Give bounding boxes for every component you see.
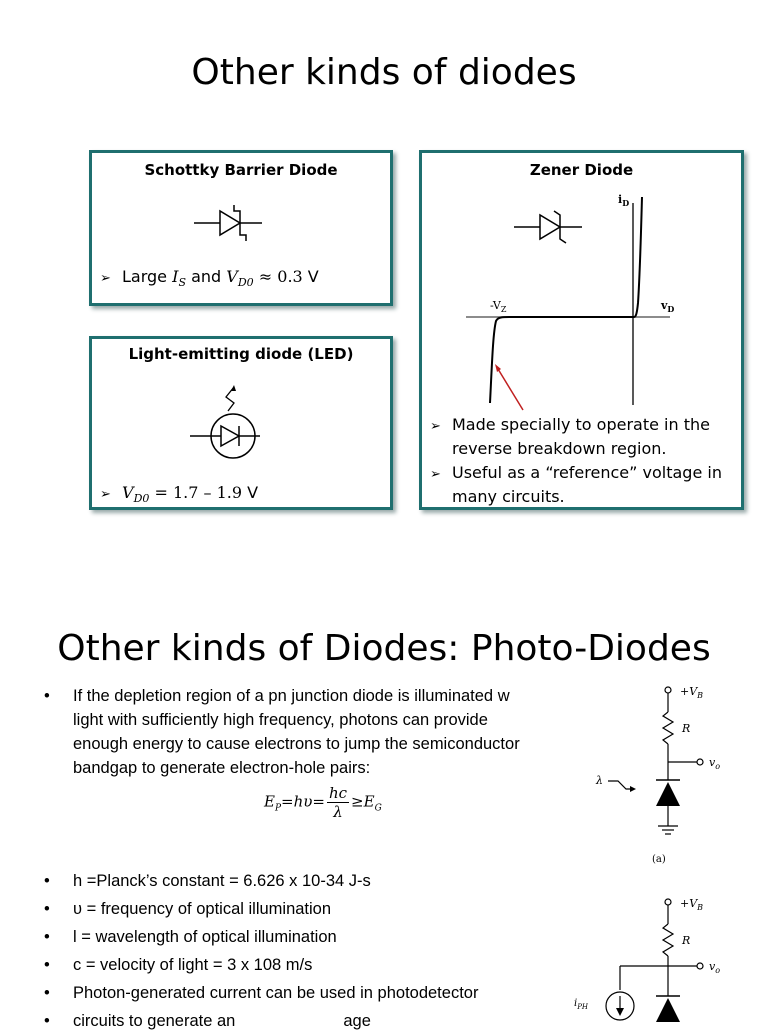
zener-bullet-2-cont: many circuits. bbox=[452, 487, 565, 506]
zener-neg-vz: $-V_Z$ bbox=[490, 299, 507, 314]
led-bullet: ➢ $V_{D0} = 1.7 - 1.9$ V bbox=[100, 483, 259, 506]
zener-axis-y: $i_D$ bbox=[618, 193, 630, 208]
photodiode-circuit-b bbox=[570, 894, 730, 1024]
zener-axis-x: $v_D$ bbox=[661, 299, 675, 314]
svg-text:vo: $v_o$ bbox=[709, 960, 721, 975]
zener-box bbox=[419, 150, 744, 510]
led-title: Light-emitting diode (LED) bbox=[128, 345, 354, 363]
photo-intro-list bbox=[44, 684, 574, 780]
svg-text:R: R bbox=[682, 934, 691, 947]
zener-bullet-1: ➢ Made specially to operate in the bbox=[430, 415, 710, 434]
schottky-bullet: ➢ Large $I_S$ and $V_{D0} \approx 0.3$ V bbox=[100, 267, 319, 290]
list-item: • circuits to generate an age bbox=[44, 1012, 371, 1030]
svg-text:R: R bbox=[682, 722, 691, 735]
schottky-box bbox=[89, 150, 393, 306]
photodiode-circuit-a bbox=[582, 680, 742, 870]
svg-text:(a): (a) bbox=[652, 854, 666, 865]
photo-bullets bbox=[44, 869, 564, 1033]
zener-bullet-1-cont: reverse breakdown region. bbox=[452, 439, 667, 458]
photon-energy-equation: $E_P=h\upsilon=$ $\frac{hc}{\lambda}$ $\ge E_G$ bbox=[264, 784, 382, 821]
led-symbol bbox=[188, 381, 278, 467]
svg-text:+VB: $+V_B$ bbox=[680, 897, 704, 912]
slide1-title: Other kinds of diodes bbox=[191, 52, 577, 93]
zener-iv-curve bbox=[422, 153, 742, 413]
led-box bbox=[89, 336, 393, 510]
list-item: • Photon-generated current can be used in photodetector bbox=[44, 984, 479, 1002]
schottky-title: Schottky Barrier Diode bbox=[144, 161, 338, 179]
svg-text:λ: λ bbox=[596, 774, 603, 787]
intro-bullet: • If the depletion region of a pn junction diode is illuminated w light with sufficiently high frequency, photons can provide enough energy to cause electrons to jump the semiconductor bandgap to generate electron-hole pairs: bbox=[44, 684, 574, 780]
zener-title: Zener Diode bbox=[529, 161, 634, 179]
svg-text:iPH: $i_{PH}$ bbox=[574, 998, 589, 1011]
svg-text:+VB: $+V_B$ bbox=[680, 685, 704, 700]
list-item: • l = wavelength of optical illumination bbox=[44, 928, 337, 946]
list-item: • h =Planck’s constant = 6.626 x 10-34 J-s bbox=[44, 872, 371, 890]
schottky-diode-symbol bbox=[190, 193, 280, 253]
svg-text:vo: $v_o$ bbox=[709, 756, 721, 771]
list-item: • c = velocity of light = 3 x 108 m/s bbox=[44, 956, 313, 974]
slide2-title: Other kinds of Diodes: Photo-Diodes bbox=[57, 628, 711, 669]
list-item: • υ = frequency of optical illumination bbox=[44, 900, 332, 918]
bullet-dot: • bbox=[44, 687, 50, 705]
zener-bullet-2: ➢ Useful as a “reference” voltage in bbox=[430, 463, 722, 482]
arrow-bullet: ➢ bbox=[100, 271, 111, 286]
